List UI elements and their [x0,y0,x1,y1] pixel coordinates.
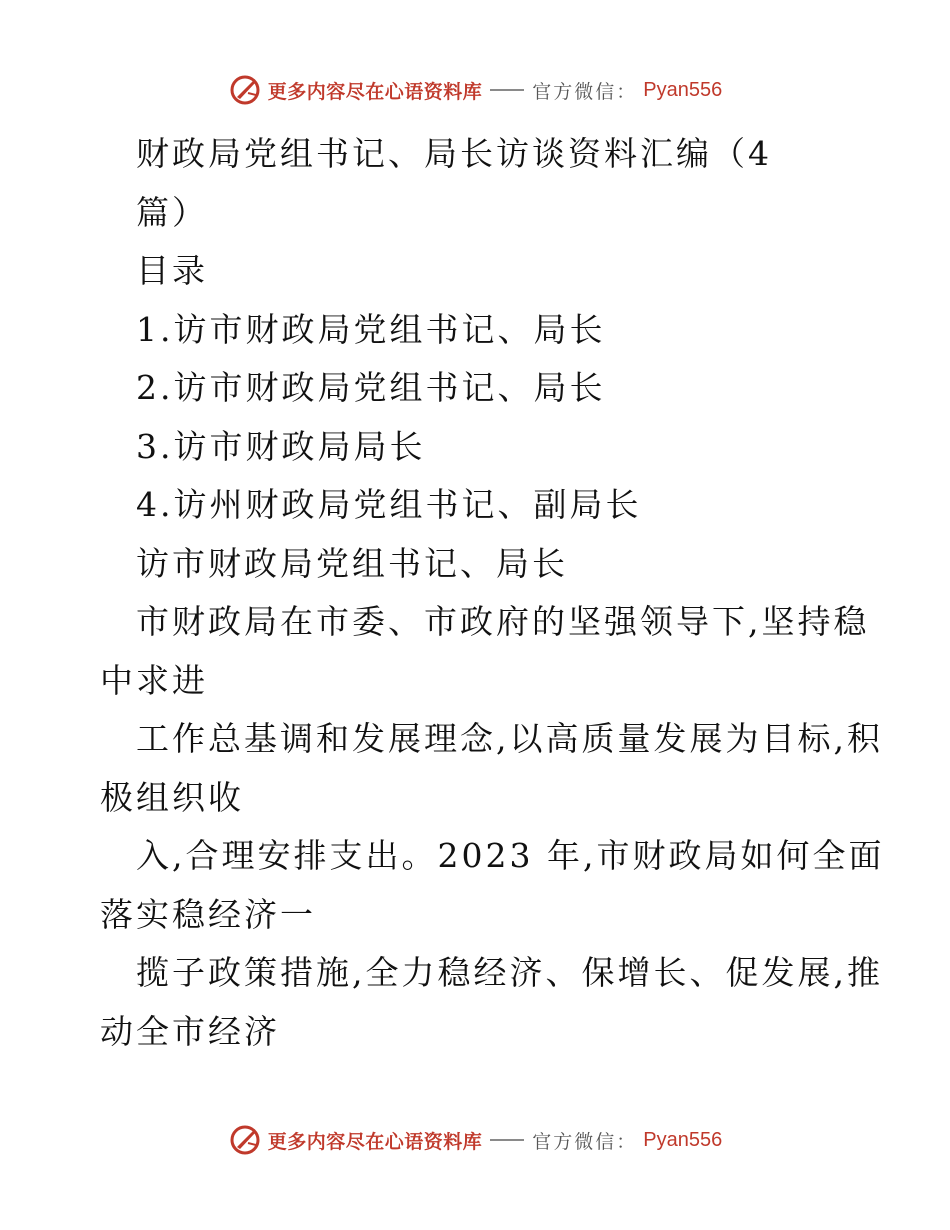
official-label: 官方微信： [532,80,638,103]
paragraph-line: 揽子政策措施,全力稳经济、保增长、促发展,推 [136,953,883,992]
toc-item-4: 4.访州财政局党组书记、副局长 [136,485,642,524]
toc-item-3: 3.访市财政局局长 [136,426,426,466]
divider [490,1139,524,1141]
wechat-id: Pyan556 [643,78,723,101]
paragraph-line: 落实稳经济一 [100,894,316,934]
doc-title-line-2: 篇） [136,192,208,232]
document-body [100,125,885,1061]
quill-seal-icon [228,1123,262,1157]
footer-banner [0,1120,950,1160]
paragraph-line: 动全市经济 [100,1011,280,1051]
site-name: 更多内容尽在心语资料库 [267,80,483,103]
paragraph-line: 入,合理安排支出。2023 年,市财政局如何全面 [136,836,885,875]
doc-title-line-1: 财政局党组书记、局长访谈资料汇编（4 [136,134,772,173]
toc-item-1: 1.访市财政局党组书记、局长 [136,309,606,349]
toc-item-2: 2.访市财政局党组书记、局长 [136,368,606,407]
wechat-id: Pyan556 [643,1128,723,1151]
paragraph-line: 市财政局在市委、市政府的坚强领导下,坚持稳 [136,602,870,641]
paragraph-line: 工作总基调和发展理念,以高质量发展为目标,积 [136,719,883,758]
paragraph-line: 极组织收 [100,777,244,817]
paragraph-line: 中求进 [100,660,208,700]
toc-heading: 目录 [136,251,208,290]
section-heading: 访市财政局党组书记、局长 [136,543,568,583]
divider [490,89,524,91]
quill-seal-icon [228,73,262,107]
header-banner [0,70,950,110]
site-name: 更多内容尽在心语资料库 [267,1130,483,1153]
official-label: 官方微信： [532,1130,638,1153]
